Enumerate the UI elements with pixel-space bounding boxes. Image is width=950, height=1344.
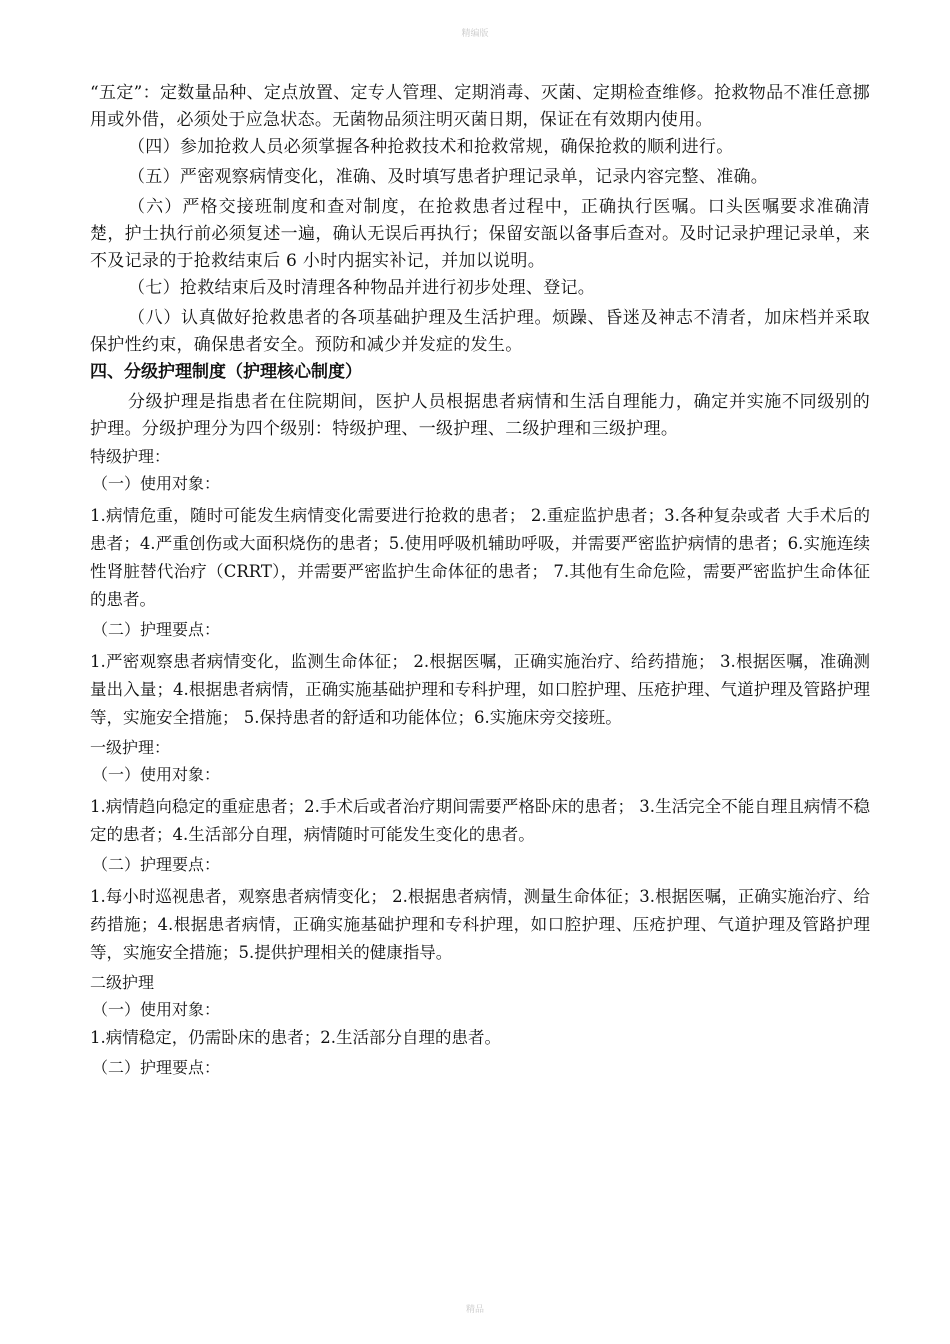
- rule-item-5: （五）严密观察病情变化，准确、及时填写患者护理记录单，记录内容完整、准确。: [128, 167, 769, 187]
- level2-care-points-label: （二）护理要点：: [92, 1058, 221, 1077]
- special-care-title: 特级护理：: [90, 447, 171, 466]
- five-fixed-paragraph: “五定”：定数量品种、定点放置、定专人管理、定期消毒、灭菌、定期检查维修。抢救物品不准任意挪用或外借，必须处于应急状态。无菌物品须注明灭菌日期，保证在有效期内使用。: [90, 83, 870, 130]
- section-4-intro: 分级护理是指患者在住院期间，医护人员根据患者病情和生活自理能力，确定并实施不同级别的护理。分级护理分为四个级别：特级护理、一级护理、二级护理和三级护理。: [90, 392, 870, 439]
- section-4-heading: 四、分级护理制度（护理核心制度）: [90, 362, 362, 382]
- special-care-points-label: （二）护理要点：: [92, 620, 221, 639]
- level1-care-title: 一级护理：: [90, 738, 171, 757]
- level1-care-points-label: （二）护理要点：: [92, 855, 221, 874]
- special-care-points: 1.严密观察患者病情变化，监测生命体征； 2.根据医嘱，正确实施治疗、给药措施； 3.根据医嘱，准确测量出入量；4.根据患者病情，正确实施基础护理和专科护理，如口腔护理、压疮护理、气道护理及管路护理等，实施安全措施； 5.保持患者的舒适和功能体位；6.实施床旁交接班。: [90, 652, 870, 727]
- special-care-targets: 1.病情危重，随时可能发生病情变化需要进行抢救的患者； 2.重症监护患者；3.各种复杂或者 大手术后的患者；4.严重创伤或大面积烧伤的患者；5.使用呼吸机辅助呼吸，并需要严密监护病情的患者；6.实施连续性肾脏替代治疗（CRRT），并需要严密监护生命体征的患者； 7.其他有生命危险，需要严密监护生命体征的患者。: [90, 506, 870, 609]
- level1-care-targets-label: （一）使用对象：: [92, 765, 221, 784]
- level2-care-targets: 1.病情稳定，仍需卧床的患者；2.生活部分自理的患者。: [90, 1028, 501, 1047]
- rule-item-8: （八）认真做好抢救患者的各项基础护理及生活护理。烦躁、昏迷及神志不清者，加床档并采取保护性约束，确保患者安全。预防和减少并发症的发生。: [90, 308, 870, 355]
- special-care-targets-label: （一）使用对象：: [92, 474, 221, 493]
- level1-care-targets: 1.病情趋向稳定的重症患者；2.手术后或者治疗期间需要严格卧床的患者； 3.生活完全不能自理且病情不稳定的患者；4.生活部分自理，病情随时可能发生变化的患者。: [90, 797, 870, 844]
- document-body: [90, 80, 870, 1082]
- rule-item-7: （七）抢救结束后及时清理各种物品并进行初步处理、登记。: [128, 278, 596, 298]
- level2-care-targets-label: （一）使用对象：: [92, 1000, 221, 1019]
- page-header-watermark: 精编版: [461, 29, 489, 39]
- rule-item-4: （四）参加抢救人员必须掌握各种抢救技术和抢救常规，确保抢救的顺利进行。: [128, 137, 734, 157]
- rule-item-6: （六）严格交接班制度和查对制度，在抢救患者过程中，正确执行医嘱。口头医嘱要求准确清楚，护士执行前必须复述一遍，确认无误后再执行；保留安瓿以备事后查对。及时记录护理记录单，来不及记录的于抢救结束后 6 小时内据实补记，并加以说明。: [90, 197, 870, 271]
- level2-care-title: 二级护理: [90, 973, 155, 992]
- level1-care-points: 1.每小时巡视患者，观察患者病情变化； 2.根据患者病情，测量生命体征；3.根据医嘱，正确实施治疗、给药措施；4.根据患者病情，正确实施基础护理和专科护理，如口腔护理、压疮护理、气道护理及管路护理等，实施安全措施；5.提供护理相关的健康指导。: [90, 887, 870, 962]
- page-footer-watermark: 精品: [465, 1305, 484, 1315]
